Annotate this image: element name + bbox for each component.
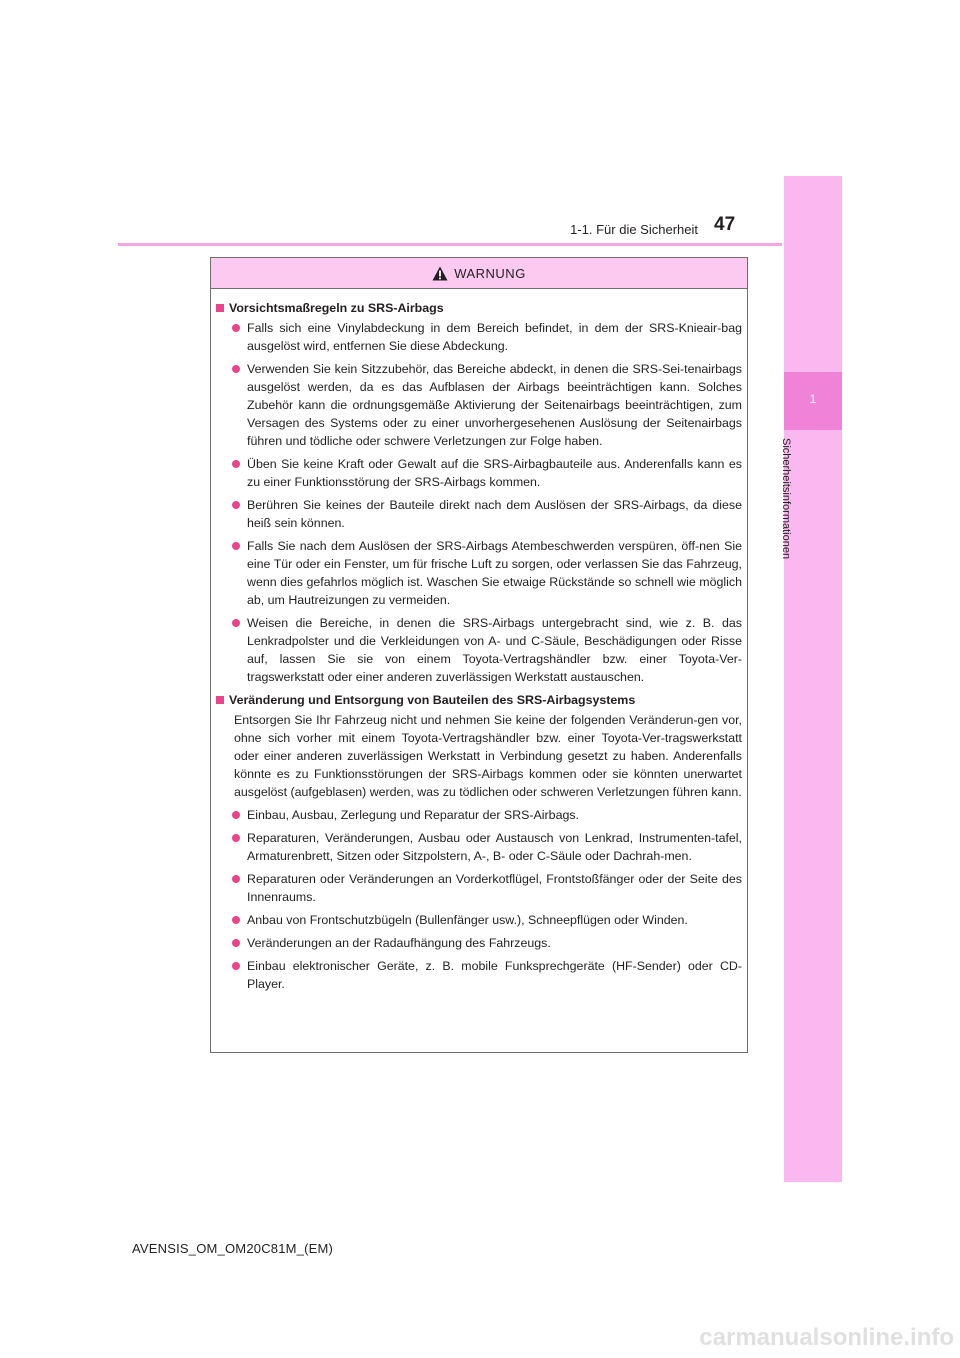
circle-bullet-icon bbox=[232, 939, 240, 947]
circle-bullet-icon bbox=[232, 460, 240, 468]
header-rule bbox=[118, 243, 782, 246]
section-heading-text: Veränderung und Entsorgung von Bauteilen des SRS-Airbagsystems bbox=[229, 693, 636, 707]
watermark-logo: carmanualsonline.info bbox=[699, 1324, 954, 1351]
circle-bullet-icon bbox=[232, 542, 240, 550]
warning-body bbox=[211, 289, 747, 993]
list-item-text: Anbau von Frontschutzbügeln (Bullenfänger usw.), Schneepflügen oder Winden. bbox=[247, 913, 688, 927]
list-item bbox=[232, 614, 742, 686]
list-item bbox=[232, 934, 742, 952]
circle-bullet-icon bbox=[232, 324, 240, 332]
chapter-label: Sicherheitsinformationen bbox=[780, 438, 792, 560]
circle-bullet-icon bbox=[232, 365, 240, 373]
section-heading bbox=[216, 691, 742, 709]
section-heading bbox=[216, 299, 742, 317]
page-number: 47 bbox=[714, 214, 736, 235]
section-title: 1-1. Für die Sicherheit bbox=[570, 222, 698, 237]
circle-bullet-icon bbox=[232, 875, 240, 883]
chapter-number: 1 bbox=[809, 392, 817, 406]
square-bullet-icon bbox=[216, 696, 224, 704]
list-item bbox=[232, 957, 742, 993]
list-item-text: Einbau elektronischer Geräte, z. B. mobile Funksprechgeräte (HF-Sender) oder CD-Player. bbox=[247, 959, 742, 991]
circle-bullet-icon bbox=[232, 962, 240, 970]
list-item bbox=[232, 537, 742, 609]
list-item-text: Falls Sie nach dem Auslösen der SRS-Airbags Atembeschwerden verspüren, öff-nen Sie eine Tür oder ein Fenster, um für frische Luft zu sorgen, oder verlassen Sie das Fahrzeug, wenn dies gefahrlos möglich ist. Waschen Sie etwaige Rückstände so schnell wie möglich ab, um Hautreizungen zu vermeiden. bbox=[247, 539, 742, 607]
square-bullet-icon bbox=[216, 304, 224, 312]
list-item-text: Reparaturen oder Veränderungen an Vorderkotflügel, Frontstoßfänger oder der Seite des Innenraums. bbox=[247, 872, 742, 904]
list-item bbox=[232, 829, 742, 865]
list-item bbox=[232, 870, 742, 906]
chapter-side-tab bbox=[784, 176, 842, 1182]
list-item bbox=[232, 911, 742, 929]
list-item-text: Reparaturen, Veränderungen, Ausbau oder Austausch von Lenkrad, Instrumenten-tafel, Armaturenbrett, Sitzen oder Sitzpolstern, A-, B- oder C-Säule oder Dachrah-men. bbox=[247, 831, 742, 863]
list-item-text: Veränderungen an der Radaufhängung des Fahrzeugs. bbox=[247, 936, 551, 950]
warning-triangle-icon bbox=[432, 266, 448, 281]
circle-bullet-icon bbox=[232, 619, 240, 627]
circle-bullet-icon bbox=[232, 916, 240, 924]
list-item bbox=[232, 455, 742, 491]
list-item-text: Falls sich eine Vinylabdeckung in dem Bereich befindet, in dem der SRS-Knieair-bag ausgelöst wird, entfernen Sie diese Abdeckung. bbox=[247, 321, 742, 353]
document-code: AVENSIS_OM_OM20C81M_(EM) bbox=[132, 1241, 334, 1256]
warning-box bbox=[210, 257, 748, 1053]
list-item bbox=[232, 319, 742, 355]
circle-bullet-icon bbox=[232, 501, 240, 509]
list-item-text: Einbau, Ausbau, Zerlegung und Reparatur der SRS-Airbags. bbox=[247, 808, 579, 822]
list-item-text: Berühren Sie keines der Bauteile direkt nach dem Auslösen der SRS-Airbags, da diese heiß sein können. bbox=[247, 498, 742, 530]
warning-header bbox=[211, 258, 747, 289]
list-item bbox=[232, 496, 742, 532]
list-item bbox=[232, 360, 742, 450]
section-heading-text: Vorsichtsmaßregeln zu SRS-Airbags bbox=[229, 301, 444, 315]
warning-title: WARNUNG bbox=[454, 265, 526, 281]
circle-bullet-icon bbox=[232, 834, 240, 842]
list-item bbox=[232, 806, 742, 824]
list-item-text: Verwenden Sie kein Sitzzubehör, das Bereiche abdeckt, in denen die SRS-Sei-tenairbags ausgelöst werden, da es das Aufblasen der Airbags beeinträchtigen kann. Solches Zubehör kann die ordnungsgemäße Aktivierung der Seitenairbags beeinträchtigen, zum Versagen des Systems oder zu einer unvorhergesehenen Auslösung der Seitenairbags führen und tödliche oder schwere Verletzungen zur Folge haben. bbox=[247, 362, 742, 448]
list-item-text: Üben Sie keine Kraft oder Gewalt auf die SRS-Airbagbauteile aus. Anderenfalls kann es zu einer Funktionsstörung der SRS-Airbags kommen. bbox=[247, 457, 742, 489]
section-paragraph: Entsorgen Sie Ihr Fahrzeug nicht und nehmen Sie keine der folgenden Veränderun-gen vor, ohne sich vorher mit einem Toyota-Vertragshändler bzw. einer Toyota-Ver-tragswerkstatt oder einer anderen zuverlässigen Werkstatt in Verbindung gesetzt zu haben. Anderenfalls könnte es zu Funktionsstörungen der SRS-Airbags kommen oder sie könnten unerwartet ausgelöst (aufgeblasen) werden, was zu tödlichen oder schweren Verletzungen führen kann. bbox=[234, 713, 742, 799]
list-item-text: Weisen die Bereiche, in denen die SRS-Airbags untergebracht sind, wie z. B. das Lenkradpolster und die Verkleidungen von A- und C-Säule, Beschädigungen oder Risse auf, lassen Sie sie von einem Toyota-Vertragshändler bzw. einer Toyota-Ver-tragswerkstatt oder einer anderen zuverlässigen Werkstatt austauschen. bbox=[247, 616, 742, 684]
circle-bullet-icon bbox=[232, 811, 240, 819]
